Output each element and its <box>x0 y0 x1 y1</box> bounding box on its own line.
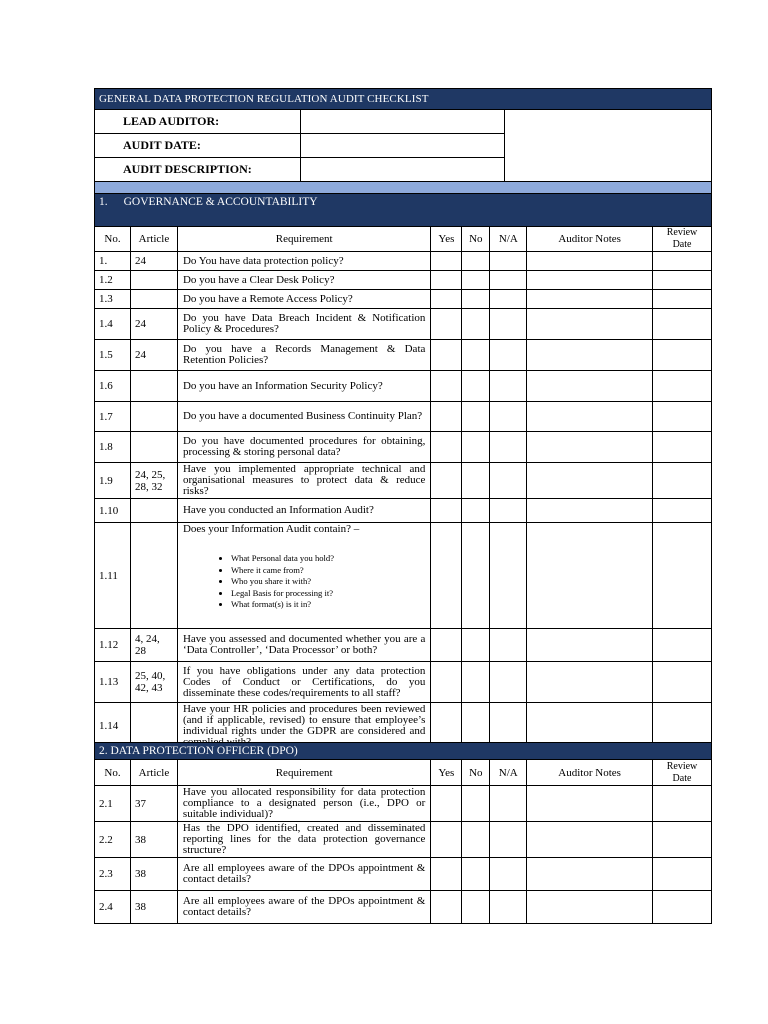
review-date-cell[interactable] <box>653 432 712 463</box>
na-cell[interactable] <box>490 629 527 662</box>
requirement-text: Do you have a documented Business Continuity Plan? <box>182 410 423 422</box>
table-row <box>95 252 712 271</box>
row-number: 2.1 <box>95 786 131 822</box>
row-requirement <box>177 463 430 499</box>
row-number: 2.3 <box>95 858 131 891</box>
auditor-notes-cell[interactable] <box>527 252 653 271</box>
table-row <box>95 629 712 662</box>
table-row <box>95 340 712 371</box>
audit-date-field[interactable] <box>300 134 505 158</box>
table-row <box>95 662 712 703</box>
lead-auditor-field[interactable] <box>300 110 505 134</box>
table-row <box>95 309 712 340</box>
row-article <box>130 290 177 309</box>
review-date-cell[interactable] <box>653 402 712 432</box>
yes-cell[interactable] <box>431 340 462 371</box>
section-1-title <box>95 194 712 227</box>
no-cell[interactable] <box>462 662 490 703</box>
lead-auditor-label: LEAD AUDITOR: <box>95 110 301 134</box>
row-article: 37 <box>130 786 177 822</box>
no-cell[interactable] <box>462 252 490 271</box>
column-header-row <box>95 760 712 786</box>
row-article: 4, 24, 28 <box>130 629 177 662</box>
row-number: 1.13 <box>95 662 131 703</box>
row-number: 1.2 <box>95 271 131 290</box>
col-na: N/A <box>490 760 527 786</box>
requirement-bullet: • Legal Basis for processing it? <box>231 588 425 600</box>
review-date-cell[interactable] <box>652 786 711 822</box>
review-date-cell[interactable] <box>653 252 712 271</box>
na-cell[interactable] <box>490 662 527 703</box>
row-requirement <box>177 629 430 662</box>
col-article: Article <box>130 227 177 252</box>
section-1-rows <box>95 252 712 750</box>
row-number: 1.7 <box>95 402 131 432</box>
table-row <box>95 463 712 499</box>
auditor-notes-cell[interactable] <box>527 309 653 340</box>
row-number: 1.3 <box>95 290 131 309</box>
row-number: 1.9 <box>95 463 131 499</box>
table-row <box>95 499 712 523</box>
review-date-cell[interactable] <box>653 499 712 523</box>
col-no: No. <box>95 760 131 786</box>
no-cell[interactable] <box>462 271 490 290</box>
requirement-bullet: • Where it came from? <box>231 565 425 577</box>
yes-cell[interactable] <box>431 662 462 703</box>
table-row <box>95 402 712 432</box>
table-row <box>95 891 712 924</box>
auditor-notes-cell[interactable] <box>527 340 653 371</box>
section-1-title-text: GOVERNANCE & ACCOUNTABILITY <box>123 196 318 208</box>
requirement-bullet: • What format(s) is it in? <box>231 599 425 611</box>
row-requirement <box>177 271 430 290</box>
row-requirement <box>177 523 430 629</box>
table-row <box>95 858 712 891</box>
yes-cell[interactable] <box>431 463 462 499</box>
na-cell[interactable] <box>490 786 527 822</box>
yes-cell[interactable] <box>431 290 462 309</box>
row-requirement <box>177 309 430 340</box>
table-row <box>95 371 712 402</box>
row-requirement <box>177 252 430 271</box>
na-cell[interactable] <box>490 309 527 340</box>
row-number: 2.4 <box>95 891 131 924</box>
auditor-notes-cell[interactable] <box>527 432 653 463</box>
table-row <box>95 432 712 463</box>
requirement-text: Do you have Data Breach Incident & Notification Policy & Procedures? <box>182 312 426 335</box>
requirement-text: Have you conducted an Information Audit? <box>182 504 374 516</box>
audit-description-label: AUDIT DESCRIPTION: <box>95 158 301 182</box>
col-requirement: Requirement <box>177 227 430 252</box>
auditor-notes-cell[interactable] <box>527 463 653 499</box>
no-cell[interactable] <box>462 499 490 523</box>
col-article: Article <box>130 760 177 786</box>
audit-header-table <box>94 88 712 195</box>
requirement-text: Have you assessed and documented whether you are a ‘Data Controller’, ‘Data Processor’ or both? <box>182 633 426 656</box>
yes-cell[interactable] <box>431 822 462 858</box>
review-date-cell[interactable] <box>652 891 711 924</box>
row-number: 1.12 <box>95 629 131 662</box>
row-article: 24, 25, 28, 32 <box>130 463 177 499</box>
yes-cell[interactable] <box>431 271 462 290</box>
row-number: 1.4 <box>95 309 131 340</box>
table-row <box>95 290 712 309</box>
no-cell[interactable] <box>462 891 490 924</box>
row-number: 1.10 <box>95 499 131 523</box>
auditor-notes-cell[interactable] <box>527 891 653 924</box>
requirement-text: Are all employees aware of the DPOs appointment & contact details? <box>182 895 426 918</box>
row-article: 25, 40, 42, 43 <box>130 662 177 703</box>
na-cell[interactable] <box>490 402 527 432</box>
na-cell[interactable] <box>490 290 527 309</box>
requirement-text: Do you have a Remote Access Policy? <box>182 292 353 305</box>
row-article: 24 <box>130 340 177 371</box>
row-article: 24 <box>130 309 177 340</box>
col-auditor-notes: Auditor Notes <box>527 760 653 786</box>
row-article <box>130 523 177 629</box>
yes-cell[interactable] <box>431 252 462 271</box>
auditor-notes-cell[interactable] <box>527 371 653 402</box>
row-requirement <box>177 340 430 371</box>
yes-cell[interactable] <box>431 309 462 340</box>
auditor-notes-cell[interactable] <box>527 271 653 290</box>
row-article <box>130 499 177 523</box>
section-1-number: 1. <box>99 196 108 208</box>
na-cell[interactable] <box>490 822 527 858</box>
row-article <box>130 402 177 432</box>
requirement-text: Have your HR policies and procedures been reviewed (and if applicable, revised) to ensure that employee’s individual rights under the GDPR are considered and <box>182 703 426 737</box>
na-cell[interactable] <box>490 858 527 891</box>
requirement-text: Have you allocated responsibility for data protection compliance to a designated person (i.e., DPO or suitable individual)? <box>182 786 426 820</box>
row-requirement <box>177 891 430 924</box>
row-article <box>130 432 177 463</box>
no-cell[interactable] <box>462 402 490 432</box>
requirement-text: Do you have an Information Security Policy? <box>182 379 383 392</box>
auditor-notes-cell[interactable] <box>527 402 653 432</box>
requirement-text: Do You have data protection policy? <box>182 254 344 267</box>
na-cell[interactable] <box>490 271 527 290</box>
row-number: 1.11 <box>95 523 131 629</box>
row-requirement <box>177 786 430 822</box>
auditor-notes-cell[interactable] <box>527 786 653 822</box>
auditor-notes-cell[interactable] <box>527 290 653 309</box>
requirement-text: Have you implemented appropriate technical and organisational measures to protect data & reduce risks? <box>182 463 426 497</box>
na-cell[interactable] <box>490 891 527 924</box>
row-number: 1.8 <box>95 432 131 463</box>
no-cell[interactable] <box>462 371 490 402</box>
row-number: 1.5 <box>95 340 131 371</box>
row-article: 38 <box>130 822 177 858</box>
row-requirement <box>177 822 430 858</box>
na-cell[interactable] <box>490 432 527 463</box>
row-requirement <box>177 371 430 402</box>
no-cell[interactable] <box>462 822 490 858</box>
row-requirement <box>177 432 430 463</box>
no-cell[interactable] <box>462 432 490 463</box>
review-date-cell[interactable] <box>652 822 711 858</box>
row-requirement <box>177 858 430 891</box>
row-article <box>130 371 177 402</box>
review-date-cell[interactable] <box>653 271 712 290</box>
requirement-text: Has the DPO identified, created and disseminated reporting lines for the data protection governance structure? <box>182 822 426 856</box>
row-article: 38 <box>130 891 177 924</box>
requirement-bullet: • Who you share it with? <box>231 576 425 588</box>
section-2-rows <box>95 786 712 924</box>
review-date-cell[interactable] <box>653 629 712 662</box>
section-1-table <box>94 193 712 750</box>
no-cell[interactable] <box>462 629 490 662</box>
no-cell[interactable] <box>462 309 490 340</box>
yes-cell[interactable] <box>431 891 462 924</box>
yes-cell[interactable] <box>431 786 462 822</box>
yes-cell[interactable] <box>431 402 462 432</box>
row-article: 38 <box>130 858 177 891</box>
section-2-table <box>94 742 712 924</box>
review-date-cell[interactable] <box>653 309 712 340</box>
requirement-text: Do you have a Clear Desk Policy? <box>182 273 335 286</box>
auditor-notes-cell[interactable] <box>527 858 653 891</box>
requirement-text: Are all employees aware of the DPOs appointment & contact details? <box>182 862 426 885</box>
requirement-bullet: • What Personal data you hold? <box>231 553 425 565</box>
review-date-cell[interactable] <box>653 340 712 371</box>
row-number: 2.2 <box>95 822 131 858</box>
na-cell[interactable] <box>490 371 527 402</box>
requirement-text: If you have obligations under any data protection Codes of Conduct or Certifications, do you disseminate these codes/requirements to all staff? <box>182 664 426 699</box>
review-date-cell[interactable] <box>653 523 712 629</box>
yes-cell[interactable] <box>431 858 462 891</box>
col-no: No. <box>95 227 131 252</box>
table-row <box>95 523 712 629</box>
col-auditor-notes: Auditor Notes <box>527 227 653 252</box>
auditor-notes-cell[interactable] <box>527 662 653 703</box>
table-row <box>95 786 712 822</box>
col-requirement: Requirement <box>177 760 430 786</box>
section-2-title: 2. DATA PROTECTION OFFICER (DPO) <box>95 743 712 760</box>
na-cell[interactable] <box>490 523 527 629</box>
row-article <box>130 271 177 290</box>
auditor-notes-cell[interactable] <box>527 629 653 662</box>
na-cell[interactable] <box>490 499 527 523</box>
review-date-cell[interactable] <box>653 662 712 703</box>
yes-cell[interactable] <box>431 432 462 463</box>
na-cell[interactable] <box>490 252 527 271</box>
header-side-box <box>505 110 712 182</box>
auditor-notes-cell[interactable] <box>527 499 653 523</box>
review-date-cell[interactable] <box>652 858 711 891</box>
no-cell[interactable] <box>462 523 490 629</box>
col-yes: Yes <box>431 227 462 252</box>
requirement-bullet-list <box>183 553 425 611</box>
col-yes: Yes <box>431 760 462 786</box>
row-number: 1.6 <box>95 371 131 402</box>
table-row <box>95 271 712 290</box>
col-na: N/A <box>490 227 527 252</box>
column-header-row <box>95 227 712 252</box>
col-review-date: Review Date <box>653 227 712 252</box>
table-row <box>95 822 712 858</box>
requirement-text: Does your Information Audit contain? – <box>182 523 360 535</box>
requirement-text: Do you have a Records Management & Data Retention Policies? <box>182 343 426 366</box>
review-date-cell[interactable] <box>653 371 712 402</box>
col-review-date: Review Date <box>652 760 711 786</box>
no-cell[interactable] <box>462 858 490 891</box>
row-number: 1.14 <box>95 703 131 750</box>
no-cell[interactable] <box>462 463 490 499</box>
yes-cell[interactable] <box>431 371 462 402</box>
na-cell[interactable] <box>490 340 527 371</box>
checklist-title: GENERAL DATA PROTECTION REGULATION AUDIT CHECKLIST <box>95 89 712 110</box>
row-requirement <box>177 290 430 309</box>
audit-date-label: AUDIT DATE: <box>95 134 301 158</box>
audit-description-field[interactable] <box>300 158 505 182</box>
row-requirement <box>177 499 430 523</box>
yes-cell[interactable] <box>431 523 462 629</box>
row-requirement <box>177 662 430 703</box>
yes-cell[interactable] <box>431 629 462 662</box>
requirement-text: Do you have documented procedures for obtaining, processing & storing personal data? <box>182 435 426 458</box>
no-cell[interactable] <box>462 340 490 371</box>
no-cell[interactable] <box>462 290 490 309</box>
review-date-cell[interactable] <box>653 463 712 499</box>
review-date-cell[interactable] <box>653 290 712 309</box>
yes-cell[interactable] <box>431 499 462 523</box>
row-requirement <box>177 402 430 432</box>
col-no-answer: No <box>462 227 490 252</box>
auditor-notes-cell[interactable] <box>527 822 653 858</box>
row-article: 24 <box>130 252 177 271</box>
no-cell[interactable] <box>462 786 490 822</box>
col-no-answer: No <box>462 760 490 786</box>
auditor-notes-cell[interactable] <box>527 523 653 629</box>
na-cell[interactable] <box>490 463 527 499</box>
row-number: 1. <box>95 252 131 271</box>
